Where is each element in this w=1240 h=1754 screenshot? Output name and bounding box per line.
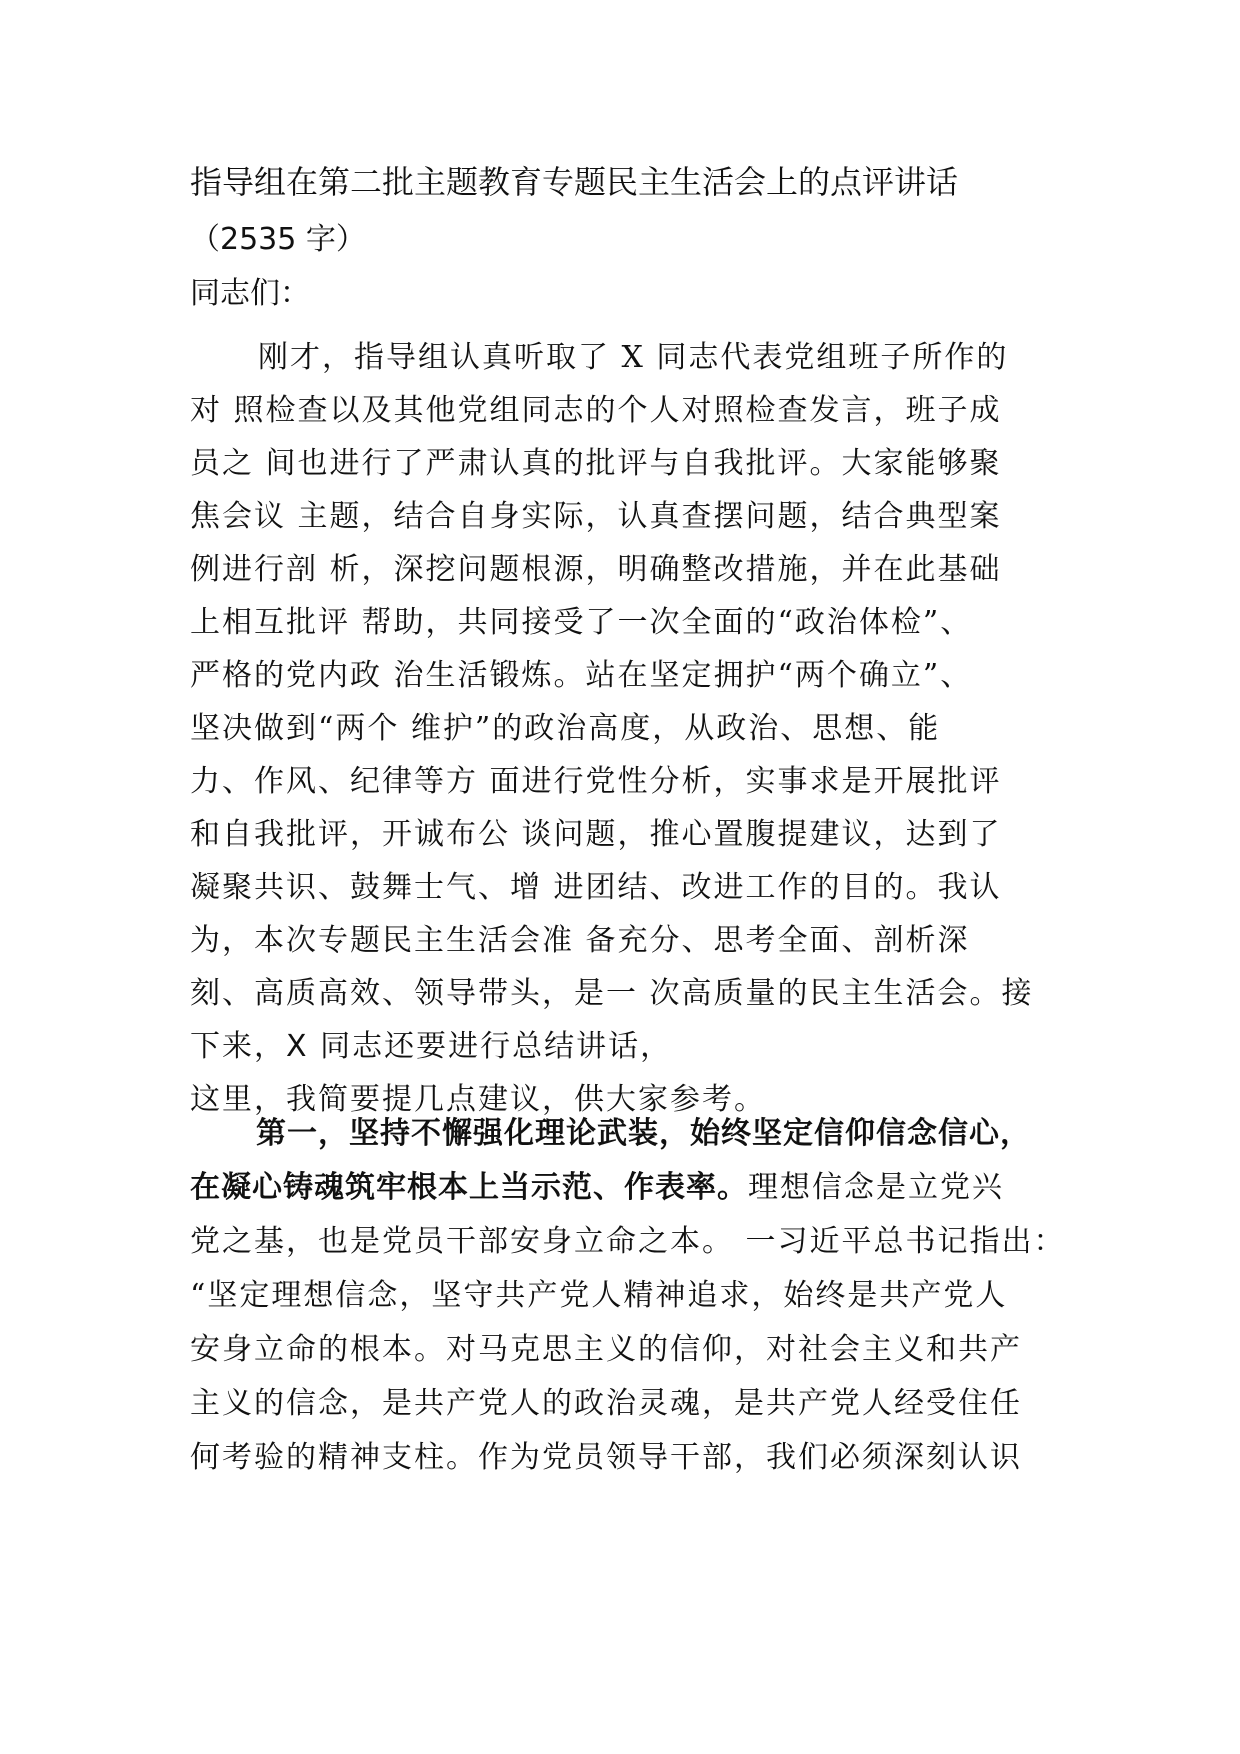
document-title: 指导组在第二批主题教育专题民主生活会上的点评讲话 [190,163,959,201]
paragraph-line: 力、作风、纪律等方 面进行党性分析，实事求是开展批评 [190,764,1002,799]
paragraph-line: 安身立命的根本。对马克思主义的信仰，对社会主义和共产 [190,1332,1022,1367]
paragraph-line [190,1107,1070,1161]
paragraph-line: 坚决做到“两个 维护”的政治高度，从政治、思想、能 [190,711,941,746]
paragraph-line: 上相互批评 帮助，共同接受了一次全面的“政治体检”、 [190,605,973,640]
paragraph-line: 党之基，也是党员干部安身立命之本。 一习近平总书记指出： [190,1224,1066,1259]
paragraph-line: 刻、高质高效、领导带头，是一 次高质量的民主生活会。接 [190,976,1034,1011]
paragraph-line-x: X [286,1029,309,1064]
paragraph-line: 凝聚共识、鼓舞士气、增 进团结、改进工作的目的。我认 [190,870,1002,905]
paragraph-line: 例进行剖 析，深挖问题根源，明确整改措施，并在此基础 [190,552,1002,587]
paragraph-opening-remarks [190,331,1070,1126]
paragraph-line: 主义的信念，是共产党人的政治灵魂，是共产党人经受住任 [190,1386,1022,1421]
paragraph-line: 这里，我简要提几点建议，供大家参考。 [190,1082,766,1117]
paragraph-line: 员之 间也进行了严肃认真的批评与自我批评。大家能够聚 [190,446,1002,481]
paragraph-line [190,1161,1070,1215]
paragraph-line-rest: 同志还要进行总结讲话， [308,1029,673,1064]
paragraph-line: 对 照检查以及其他党组同志的个人对照检查发言，班子成 [190,393,1002,428]
paragraph-line-rest: 理想信念是立党兴 [748,1170,1004,1205]
paragraph-line: 焦会议 主题，结合自身实际，认真查摆问题，结合典型案 [190,499,1002,534]
heading-point-one-cont: 在凝心铸魂筑牢根本上当示范、作表率。 [190,1170,748,1205]
paragraph-line: 刚才，指导组认真听取了 X 同志代表党组班子所作的 [258,340,1009,375]
paragraph-line: “坚定理想信念，坚守共产党人精神追求，始终是共产党人 [190,1278,1008,1313]
paragraph-line: 和自我批评，开诚布公 谈问题，推心置腹提建议，达到了 [190,817,1002,852]
paragraph-first-point [190,1107,1070,1485]
paragraph-line-start: 下来， [190,1029,286,1064]
paragraph-line: 何考验的精神支柱。作为党员领导干部，我们必须深刻认识 [190,1440,1022,1475]
paragraph-line [190,1020,1070,1073]
salutation: 同志们： [190,276,310,311]
heading-point-one: 第一，坚持不懈强化理论武装，始终坚定信仰信念信心， [256,1116,1031,1151]
paragraph-line: 严格的党内政 治生活锻炼。站在坚定拥护“两个确立”、 [190,658,973,693]
word-count: （2535 字） [190,222,366,257]
paragraph-line: 为，本次专题民主生活会准 备充分、思考全面、剖析深 [190,923,970,958]
